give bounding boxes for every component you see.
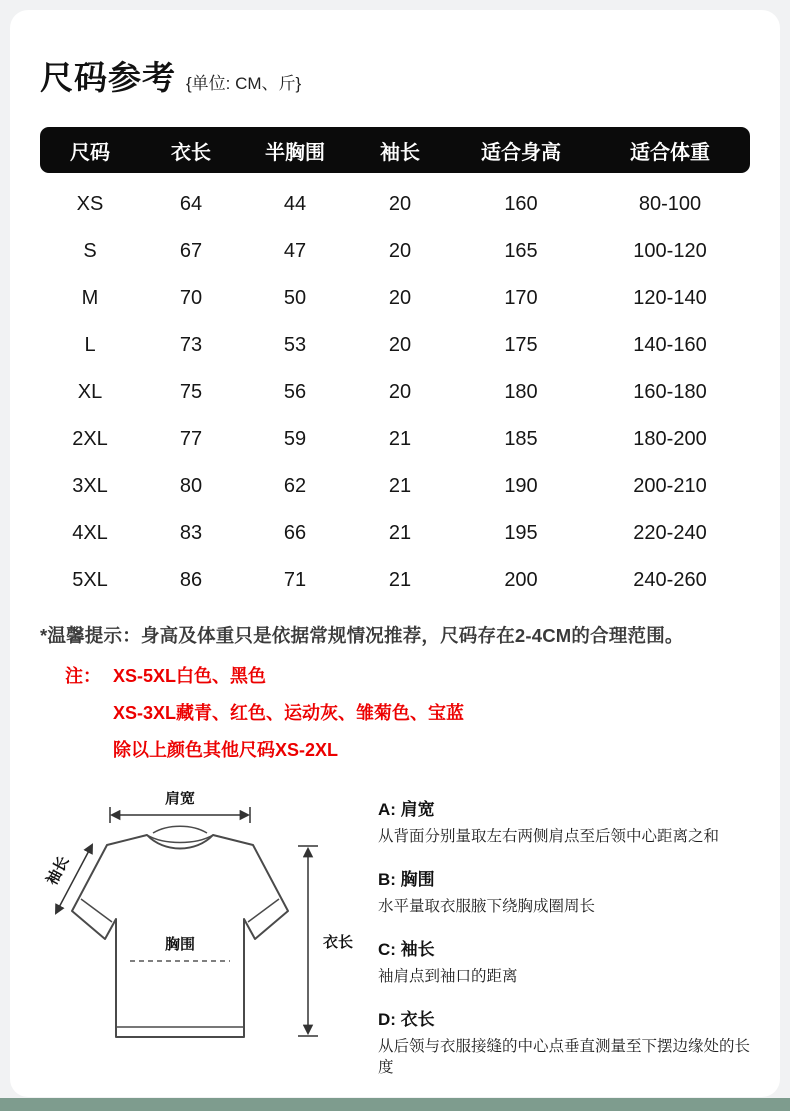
page-title: 尺码参考: [40, 59, 176, 96]
guide-item-sleeve: [378, 935, 750, 988]
measurement-diagram-section: [40, 791, 750, 1079]
cell: 180: [504, 381, 538, 403]
next-section-strip: [0, 1098, 790, 1111]
table-header: [40, 127, 750, 173]
table-row-xs: [40, 181, 750, 228]
cell: 20: [388, 193, 412, 215]
header-cell-sleeve: 袖长: [380, 141, 420, 164]
guide-desc: 从后领与衣服接缝的中心点垂直测量至下摆边缘处的长度: [378, 1037, 751, 1076]
header-cell-half-chest: 半胸围: [265, 141, 325, 164]
cell: 50: [283, 287, 307, 309]
cell: 195: [504, 522, 538, 544]
guide-item-chest: [378, 865, 750, 918]
cell: 175: [504, 334, 538, 356]
cell: 56: [283, 381, 307, 403]
note-line-1: XS-5XL白色、黑色: [113, 666, 267, 686]
cell: 180-200: [633, 428, 707, 450]
chest-label: 胸围: [164, 936, 196, 953]
cell: 47: [283, 240, 307, 262]
sleeve-length-label: 袖长: [43, 853, 73, 889]
note-line-3: 除以上颜色其他尺码XS-2XL: [113, 740, 339, 760]
cell: 190: [504, 475, 538, 497]
cell: 3XL: [72, 475, 108, 497]
cell: 75: [179, 381, 203, 403]
cell: 165: [504, 240, 538, 262]
cell: L: [84, 334, 96, 356]
guide-desc: 水平量取衣服腋下绕胸成圈周长: [378, 897, 596, 915]
cell: 170: [504, 287, 538, 309]
guide-desc: 从背面分别量取左右两侧肩点至后领中心距离之和: [378, 828, 720, 845]
cell: 20: [388, 240, 412, 262]
cell: 140-160: [633, 334, 707, 356]
guide-item-shoulder: [378, 795, 750, 848]
cell: 100-120: [633, 240, 707, 262]
cell: 200-210: [633, 475, 707, 497]
cell: 64: [179, 193, 203, 215]
cell: M: [81, 287, 99, 309]
cell: XL: [77, 381, 103, 403]
cell: 70: [179, 287, 203, 309]
unit-note: {单位: CM、斤}: [186, 74, 302, 93]
cell: 21: [388, 522, 412, 544]
cell: 77: [179, 428, 203, 450]
note-label: 注：: [65, 666, 101, 686]
tshirt-measurement-diagram: [40, 791, 360, 1059]
guide-label: A: 肩宽: [378, 800, 435, 819]
cell: 2XL: [72, 428, 108, 450]
cell: 20: [388, 287, 412, 309]
cell: 62: [283, 475, 307, 497]
table-row-5xl: [40, 557, 750, 604]
shoulder-width-label: 肩宽: [164, 791, 196, 807]
size-chart-card: [10, 10, 780, 1097]
cell: 67: [179, 240, 203, 262]
cell: 86: [179, 569, 203, 591]
table-row-xl: [40, 369, 750, 416]
cell: 21: [388, 428, 412, 450]
table-row-2xl: [40, 416, 750, 463]
cell: XS: [76, 193, 104, 215]
cell: 66: [283, 522, 307, 544]
header-cell-weight: 适合体重: [630, 141, 710, 164]
cell: 160-180: [633, 381, 707, 403]
cell: 80: [179, 475, 203, 497]
table-body: [40, 173, 750, 604]
table-row-m: [40, 275, 750, 322]
guide-label: C: 袖长: [378, 939, 435, 959]
cell: 120-140: [633, 287, 707, 309]
cell: 160: [504, 193, 538, 215]
measurement-guide: [378, 791, 750, 1079]
collar-line: [147, 835, 213, 843]
cell: 44: [283, 193, 307, 215]
header-cell-length: 衣长: [171, 141, 211, 164]
title-row: [40, 52, 750, 99]
cell: 220-240: [633, 522, 707, 544]
cell: 185: [504, 428, 538, 450]
cell: 80-100: [638, 193, 702, 215]
back-collar-line: [153, 826, 207, 833]
header-cell-height: 适合身高: [481, 141, 561, 164]
reminder-note: *温馨提示：身高及体重只是依据常规情况推荐，尺码存在2-4CM的合理范围。: [40, 625, 684, 646]
guide-item-length: [378, 1005, 750, 1079]
guide-label: D: 衣长: [378, 1009, 435, 1029]
cell: 21: [388, 569, 412, 591]
cell: 4XL: [72, 522, 108, 544]
table-row-s: [40, 228, 750, 275]
table-row-4xl: [40, 510, 750, 557]
cell: 83: [179, 522, 203, 544]
cell: 71: [283, 569, 307, 591]
cell: 53: [283, 334, 307, 356]
cell: 240-260: [633, 569, 707, 591]
guide-label: B: 胸围: [378, 869, 435, 889]
garment-length-label: 衣长: [323, 934, 354, 951]
table-row-l: [40, 322, 750, 369]
cell: 59: [283, 428, 307, 450]
color-size-notes: [40, 658, 750, 769]
cell: 21: [388, 475, 412, 497]
cell: 200: [504, 569, 538, 591]
note-lines: [113, 658, 464, 769]
note-line-2: XS-3XL藏青、红色、运动灰、雏菊色、宝蓝: [113, 703, 465, 723]
header-cell-size: 尺码: [70, 141, 110, 164]
table-row-3xl: [40, 463, 750, 510]
cell: S: [83, 240, 97, 262]
cell: 20: [388, 381, 412, 403]
cell: 73: [179, 334, 203, 356]
cell: 5XL: [72, 569, 108, 591]
guide-desc: 袖肩点到袖口的距离: [378, 967, 518, 985]
cell: 20: [388, 334, 412, 356]
